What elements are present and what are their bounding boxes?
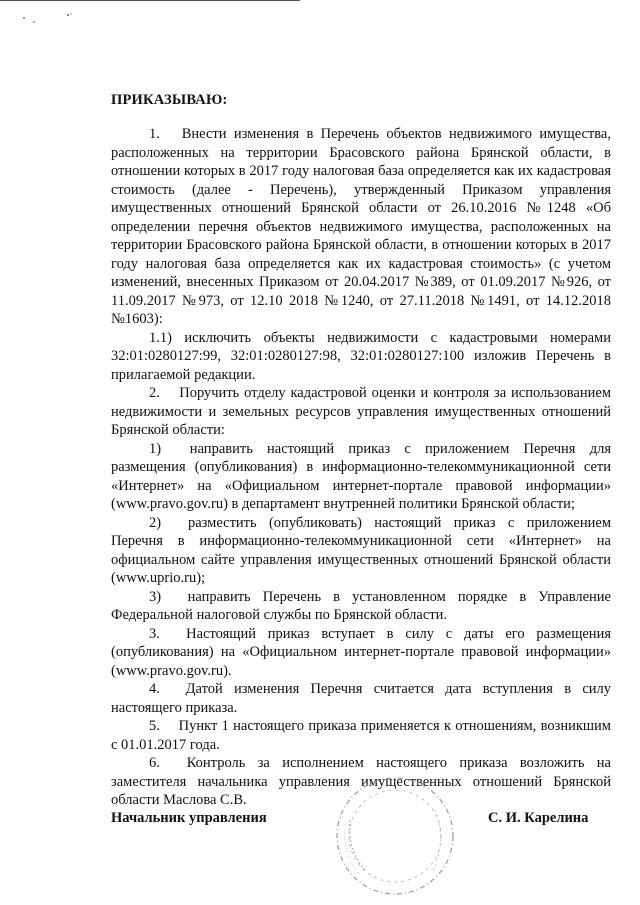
item-2: 2. Поручить отделу кадастровой оценки и контроля за использованием недвижимости и земельных ресурсов управления имущественных отношений Брянской области: (111, 385, 611, 438)
scan-specks (20, 10, 80, 24)
item-1-1: 1.1) исключить объекты недвижимости с кадастровыми номерами 32:01:0280127:99, 32:01:0280127:98, 32:01:0280127:100 изложив Перечень в прилагаемой редакции. (111, 329, 611, 383)
signer-title: Начальник управления (111, 810, 267, 826)
item-2-sub-3: 3) направить Перечень в установленном порядке в Управление Федеральной налоговой службы по Брянской области. (111, 588, 611, 623)
signer-name: С. И. Карелина (488, 810, 589, 826)
item-1: 1. Внести изменения в Перечень объектов недвижимого имущества, расположенных на территории Брасовского района Брянской области, в отношении которых в 2017 году налоговая база определяется как их кадастровая стоимость (далее - Перечень), утвержденный Приказом управления имущественных отношений Брянской области от 26.10.2016 №1248 «Об определении перечня объектов недвижимого имущества, расположенных на территории Брасовского района Брянской области, в отношении которых в 2017 году налоговая база определяется как их кадастровая стоимость» (с учетом изменений, внесенных Приказом от 20.04.2017 №389, от 01.09.2017 №926, от 11.09.2017 №973, от 12.10 2018 №1240, от 27.11.2018 №1491, от 14.12.2018 №1603): (111, 126, 611, 327)
item-4: 4. Датой изменения Перечня считается дата вступления в силу настоящего приказа. (111, 681, 611, 716)
order-heading: ПРИКАЗЫВАЮ: (111, 92, 228, 108)
item-5: 5. Пункт 1 настоящего приказа применяется к отношениям, возникшим с 01.01.2017 года. (111, 718, 611, 753)
top-border-line (0, 0, 300, 1)
official-stamp (325, 770, 465, 900)
item-3: 3. Настоящий приказ вступает в силу с даты его размещения (опубликования) на «Официальном интернет-портале правовой информации» (www.pravo.gov.ru). (111, 625, 611, 679)
order-body (111, 125, 611, 810)
item-2-sub-2: 2) разместить (опубликовать) настоящий приказ с приложением Перечня в информационно-телекоммуникационной сети «Интернет» на официальном сайте управления имущественных отношений Брянской области (www.uprio.ru); (111, 514, 611, 586)
item-2-sub-1: 1) направить настоящий приказ с приложением Перечня для размещения (опубликования) в информационно-телекоммуникационной сети «Интернет» на «Официальном интернет-портале правовой информации» (www.pravo.gov.ru) в департамент внутренней политики Брянской области; (111, 440, 611, 512)
item-6: 6. Контроль за исполнением настоящего приказа возложить на заместителя начальника управления имущественных отношений Брянской области Маслова С.В. (111, 755, 611, 808)
